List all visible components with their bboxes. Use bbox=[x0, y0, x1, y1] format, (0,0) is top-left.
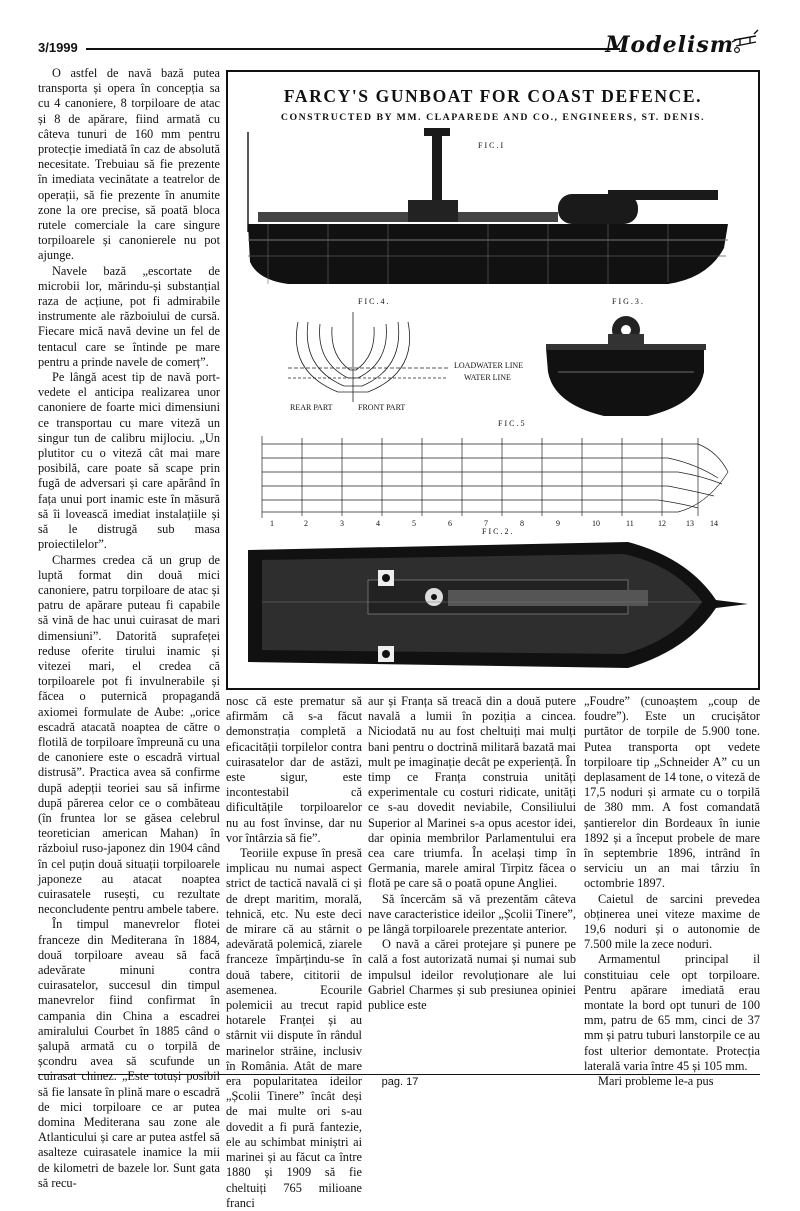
paragraph: Navele bază „escortate de microbii lor, mărindu-și substanțial raza de acțiune, pot fi admirabile instrumente ale războiului de cursă. Fiecare mică navă devine un fel de tentacul care se întinde pe mare pentru a prinde navele de comerț”. bbox=[38, 263, 220, 369]
waterline-label: WATER LINE bbox=[464, 373, 511, 382]
gunboat-drawings bbox=[228, 72, 758, 688]
gunboat-illustration bbox=[226, 70, 760, 690]
text-column-4 bbox=[584, 694, 760, 1089]
fig-5-lines-plan bbox=[262, 419, 728, 528]
station-number: 12 bbox=[658, 519, 666, 528]
header-rule bbox=[86, 48, 620, 50]
page-header bbox=[38, 32, 760, 62]
fig-2-deck-plan bbox=[248, 527, 748, 668]
fig-5-label: F I C . 5 bbox=[498, 419, 525, 428]
figure-subtitle: CONSTRUCTED BY MM. CLAPAREDE AND CO., ENGINEERS, ST. DENIS. bbox=[280, 112, 706, 123]
text-column-1 bbox=[38, 66, 220, 1191]
fig-1-side-view bbox=[248, 128, 728, 284]
paragraph: aur și Franța să treacă din a două putere navală a lumii în poziția a cincea. Niciodată nu au fost cheltuiți mai mulți bani pentru o doctrină militară bazată mai mult pe imaginație decât pe experiență. În timp ce Franța construia unități experimentale cu costuri ridicate, unități ce s-au dovedit neviabile, Consiliului Superior al Marinei s-a opus acestor idei, dar opinia membrilor Parlamentului era cea care triumfa. În același timp în Germania, marele amiral Tirpitz făcea o flotă pe care să o poată opune Angliei. bbox=[368, 694, 576, 891]
fig-3-cross-section bbox=[546, 297, 706, 416]
station-number: 8 bbox=[520, 519, 524, 528]
paragraph: Charmes credea că un grup de luptă format din două mici canoniere, patru torpiloare de atac și patru de apărare puteau fi capabile să vină de hac unui cuirasat de mari dimensiuni”. Datorită suprafeței reduse oferite tirului inamic și vitezei mari, el credea că torpiloarele pot fi invulnerabile și făcea o puternică propagandă axiomei formulate de Aube: „orice escadră atacată noaptea de către o flotilă de torpiloare împreună cu una de canoniere este o escadră virtual distrusă”. Practica avea să confirme după adepții teoriei sau să infirme după părerea celor ce o combăteau (în fruntea lor se găsea celebrul teoretician american Mahan) în războiul ruso-japonez din 1904 când în cel puțin două situații torpiloarele japoneze au atacat noaptea cuirasatele rusești, cu rezultate neconcludente pentru ambele tabere. bbox=[38, 552, 220, 917]
paragraph: nosc că este prematur să afirmăm că s-a făcut demonstrația completă a eficacității torpilelor contra cuirasatelor dar de astăzi, este sigur, este incontestabil că dificultățile torpiloarelor nu au fost învinse, dar nu vor întârzia să fie”. bbox=[226, 694, 362, 845]
fig-1-label: F I C . I bbox=[478, 141, 504, 150]
station-number: 9 bbox=[556, 519, 560, 528]
fig-3-label: F I G . 3 . bbox=[612, 297, 643, 306]
paragraph: O navă a cărei protejare și punere pe calǎ a fost autorizată numai și numai sub impulsul ideilor revoluționare ale lui Gabriel Charmes și sub presiunea opiniei publice este bbox=[368, 937, 576, 1013]
station-number: 3 bbox=[340, 519, 344, 528]
fig-4-body-plan bbox=[288, 297, 523, 412]
paragraph: O astfel de navă bază putea transporta și opera în concepția sa cu 4 canoniere, 8 torpiloare de atac și 8 de apărare, fiind armată cu câteva tunuri de 160 mm pentru protecție imediată în caz de absolută necesitate. Trebuiau să fie prezente în imediata vecinătate a teatrelor de operații, să fie prezente în anumite zone la ore precise, să poată bloca rutele comerciale la care singure torpiloarele și canonierele nu pot ajunge. bbox=[38, 66, 220, 263]
paragraph: Mari probleme le-a pus bbox=[598, 1074, 714, 1089]
footer-rule bbox=[38, 1074, 760, 1075]
paragraph: „Foudre” (cunoaștem „coup de foudre”). Este un crucișător purtător de torpile de 5.900 tone. Putea transporta opt vedete torpiloare tip „Schneider A” cu un deplasament de 14 tone, o viteză de 17,5 noduri și armate cu o torpilă de 380 mm. A fost comandată șantierelor din Bordeaux în iunie 1892 și a început probele de mare în septembrie 1896, intrând în serviciu un an mai târziu în octombrie 1897. bbox=[584, 694, 760, 891]
text-column-3 bbox=[368, 694, 576, 1013]
paragraph: În timpul manevrelor flotei franceze din Mediterana în 1884, două torpiloare aveau să facă adevărate minuni contra cuirasatelor, succesul din timpul manevrelor fiind confirmat în campania din China a escadrei amiralului Courbet în 1885 când o șalupă armată cu o torpilă de școndru avea să scufunde un cuirasat chinez. „Este totuși posibil să fie lansate în plină mare o escadră de mici torpiloare ce ar putea domina Mediterana sau zone ale Atlanticului și care ar putea astfel să asalteze cuirasatele inamice la mii de kilometri de bazele lor. Sunt gata să recu- bbox=[38, 917, 220, 1190]
station-number: 7 bbox=[484, 519, 488, 528]
paragraph: Armamentul principal il constituiau cele opt torpiloare. Pentru apărare imediată erau montate la bord opt tunuri de 100 mm, patru de 65 mm, cinci de 37 mm și patru tuburi lanstorpile ce au fost ulterior demontate. Protecția laterală varia între 45 și 105 mm. bbox=[584, 952, 760, 1073]
paragraph: Teoriile expuse în presă implicau nu numai aspect strict de tactică navală ci și de drept maritim, morală, tehnică, etc. Nu este deci de mirare că au stârnit o adevărată polemică, ziarele franceze împărțindu-se în două tabere, cititorii de asemenea. Ecourile polemicii au trecut rapid hotarele Franței și au stârnit vii dispute în rândul marinelor străine, inclusiv în România. Atât de mare era popularitatea ideilor „Școlii Tinere” încât deși de mai multe ori s-au dovedit a fi pură fantezie, ele au schimbat miniștri ai marinei și au făcut ca între 1880 și 1909 să fie cheltuiți 765 milioane franci bbox=[226, 846, 362, 1210]
page-number: pag. 17 bbox=[381, 1076, 419, 1088]
front-part-label: FRONT PART bbox=[358, 403, 406, 412]
station-number: 4 bbox=[376, 519, 380, 528]
station-number: 13 bbox=[686, 519, 694, 528]
loadwater-label: LOADWATER LINE bbox=[454, 361, 524, 370]
paragraph: Pe lângă acest tip de navă port-vedete el anticipa realizarea unor canoniere de foarte mici dimensiuni ce transportau cu mare viteză un singur tun de calibru mijlociu. „Un plutitor cu o viteză cât mai mare posibilă, care poate să scape prin fugă de adversari și care apărând în fața unui port inamic este în măsură să îi lovească imediat instalațiile și să le distrugă sub masa proiectilelor”. bbox=[38, 370, 220, 552]
station-number: 14 bbox=[710, 519, 718, 528]
station-number: 5 bbox=[412, 519, 416, 528]
station-number: 6 bbox=[448, 519, 452, 528]
biplane-icon bbox=[730, 26, 760, 56]
issue-number: 3/1999 bbox=[38, 40, 78, 55]
fig-2-label: F I C . 2 . bbox=[482, 527, 513, 536]
station-number: 1 bbox=[270, 519, 274, 528]
paragraph: Să încercăm să vă prezentăm câteva nave caracteristice ideilor „Școlii Tinere”, pe lângă torpiloarele prezentate anterior. bbox=[368, 891, 576, 937]
text-column-2 bbox=[226, 694, 362, 1211]
station-number: 2 bbox=[304, 519, 308, 528]
rear-part-label: REAR PART bbox=[290, 403, 333, 412]
figure-title: FARCY'S GUNBOAT FOR COAST DEFENCE. bbox=[283, 86, 703, 106]
fig-4-label: F I C . 4 . bbox=[358, 297, 389, 306]
magazine-logo: Modelism bbox=[605, 32, 734, 58]
station-number: 10 bbox=[592, 519, 600, 528]
station-number: 11 bbox=[626, 519, 634, 528]
paragraph: Caietul de sarcini prevedea obținerea unei viteze maxime de 19,6 noduri și o autonomie de 7.500 mile la zece noduri. bbox=[584, 891, 760, 952]
